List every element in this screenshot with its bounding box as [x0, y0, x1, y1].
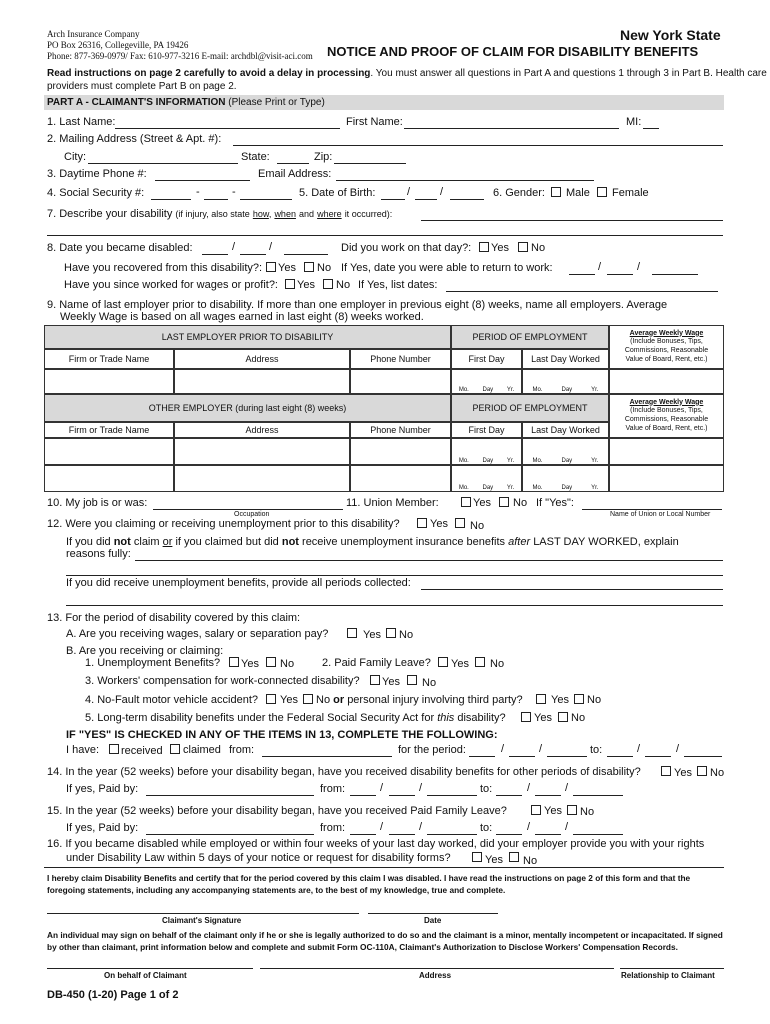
- q2-zip-label: Zip:: [314, 151, 333, 163]
- employer1-last-day-input[interactable]: Mo. Day Yr.: [522, 369, 609, 394]
- return-date-year-field[interactable]: [652, 274, 698, 275]
- q13-slash-3: /: [637, 743, 641, 755]
- q14-label: 14. In the year (52 weeks) before your disability began, have you received disability benefits for other periods of disability?: [47, 766, 641, 778]
- ssn-part3-field[interactable]: [240, 199, 292, 200]
- q13b4-yes-checkbox[interactable]: [266, 694, 276, 704]
- q13b4-no-label: No or personal injury involving third party?: [316, 694, 523, 706]
- q13b3-no-label: No: [422, 677, 437, 689]
- q3-email-label: Email Address:: [258, 168, 332, 180]
- q5-dob-label: 5. Date of Birth:: [299, 187, 376, 199]
- q13b3-label: 3. Workers' compensation for work-connected disability?: [85, 675, 360, 687]
- q13-period-from-month[interactable]: [469, 756, 495, 757]
- received-label: received: [121, 745, 163, 757]
- return-slash-1: /: [598, 261, 602, 273]
- q13-to-label: to:: [590, 744, 603, 756]
- q13b4b-yes-label: Yes: [551, 694, 569, 706]
- q9-line2: Weekly Wage is based on all wages earned in last eight (8) weeks worked.: [60, 311, 424, 323]
- q13-from-label: from:: [229, 744, 255, 756]
- q14-to-label: to:: [480, 783, 493, 795]
- col-phone-2: Phone Number: [350, 422, 451, 438]
- behalf-caption: On behalf of Claimant: [104, 971, 187, 980]
- q15-slash-2: /: [419, 821, 423, 833]
- recovered-yes-checkbox[interactable]: [266, 262, 276, 272]
- q13b4b-yes-checkbox[interactable]: [536, 694, 546, 704]
- return-slash-2: /: [637, 261, 641, 273]
- q13b-label: B. Are you receiving or claiming:: [66, 645, 224, 657]
- employer1-firm-input[interactable]: [44, 369, 174, 394]
- employer2-phone-input[interactable]: [350, 438, 451, 465]
- first-name-field[interactable]: [404, 128, 619, 129]
- q13b4b-no-checkbox[interactable]: [574, 694, 584, 704]
- q16-no-checkbox[interactable]: [509, 852, 519, 862]
- instructions-line1: Read instructions on page 2 carefully to avoid a delay in processing. You must answer all questions in Part A and questions 1 through 3 in Part B. Health care: [47, 68, 767, 79]
- q6-gender-label: 6. Gender:: [493, 187, 545, 199]
- q13b2-label: 2. Paid Family Leave?: [322, 657, 431, 669]
- col-address-2: Address: [174, 422, 350, 438]
- q13-from-field[interactable]: [262, 756, 392, 757]
- employer2-firm-input[interactable]: [44, 438, 174, 465]
- q14-paid-by-label: If yes, Paid by:: [66, 783, 139, 795]
- q8-worked-label: Did you work on that day?:: [341, 242, 472, 254]
- dob-slash-2: /: [440, 186, 444, 198]
- q13b5-no-checkbox[interactable]: [558, 712, 568, 722]
- union-yes-checkbox[interactable]: [461, 497, 471, 507]
- q13-i-have-label: I have:: [66, 744, 100, 756]
- employer1-first-day-input[interactable]: Mo. Day Yr.: [451, 369, 522, 394]
- q13b1-no-label: No: [280, 658, 295, 670]
- certify-line1: I hereby claim Disability Benefits and certify that for the period covered by this claim I was disabled. I have read the instructions on page 2 of this form and that the: [47, 873, 691, 883]
- unemployment-yes-checkbox[interactable]: [417, 518, 427, 528]
- q8-worked-wages-label: Have you since worked for wages or profit?:: [64, 279, 278, 291]
- behalf-note-line1: An individual may sign on behalf of the claimant only if he or she is legally authorized to do so and the claimant is a minor, mentally incompetent or incapacitated. If signed: [47, 930, 723, 940]
- q13b2-no-label: No: [490, 658, 505, 670]
- q13b4-yes-label: Yes: [280, 694, 298, 706]
- employer3-address-input[interactable]: [174, 465, 350, 492]
- q1-first-name-label: First Name:: [346, 116, 403, 128]
- other-employer-header: OTHER EMPLOYER (during last eight (8) weeks): [44, 394, 451, 422]
- unemployment-no-label: No: [470, 520, 485, 532]
- q12-reasons-label: reasons fully:: [66, 548, 131, 560]
- q15-slash-4: /: [565, 821, 569, 833]
- gender-female-label: Female: [612, 187, 649, 199]
- q15-to-day[interactable]: [535, 834, 561, 835]
- received-checkbox[interactable]: [109, 744, 119, 754]
- last-employer-header: LAST EMPLOYER PRIOR TO DISABILITY: [44, 325, 451, 349]
- gender-male-checkbox[interactable]: [551, 187, 561, 197]
- employer2-last-day-input[interactable]: Mo. Day Yr.: [522, 438, 609, 465]
- q13b2-yes-checkbox[interactable]: [438, 657, 448, 667]
- q12-label: 12. Were you claiming or receiving unemployment prior to this disability?: [47, 518, 400, 530]
- q13b5-no-label: No: [571, 712, 586, 724]
- q13-period-from-year[interactable]: [547, 756, 587, 757]
- q15-label: 15. In the year (52 weeks) before your disability began, have you received Paid Family Leave?: [47, 805, 507, 817]
- company-contact: Phone: 877-369-0979/ Fax: 610-977-3216 E-mail: archdbl@visit-aci.com: [47, 51, 313, 61]
- union-name-field[interactable]: [582, 509, 722, 510]
- q13b5-yes-label: Yes: [534, 712, 552, 724]
- form-id-footer: DB-450 (1-20) Page 1 of 2: [47, 989, 179, 1001]
- q16-no-label: No: [523, 855, 538, 867]
- q13b2-no-checkbox[interactable]: [475, 657, 485, 667]
- q11-label: 11. Union Member:: [346, 497, 439, 509]
- q13-if-yes-heading: IF "YES" IS CHECKED IN ANY OF THE ITEMS IN 13, COMPLETE THE FOLLOWING:: [66, 729, 498, 741]
- q14-yes-label: Yes: [674, 767, 692, 779]
- q12-explain-line: If you did not claim or if you claimed but did not receive unemployment insurance benefits after LAST DAY WORKED, explain: [66, 536, 679, 548]
- collected-periods-field-1[interactable]: [421, 589, 723, 590]
- q13b3-yes-checkbox[interactable]: [370, 675, 380, 685]
- signature-date-field[interactable]: [368, 913, 498, 914]
- union-no-label: No: [513, 497, 528, 509]
- recovered-no-label: No: [317, 262, 332, 274]
- certify-line2: foregoing statements, including any accompanying statements are, to the best of my knowledge, true and complete.: [47, 885, 506, 895]
- q2-city-label: City:: [64, 151, 86, 163]
- q14-to-day[interactable]: [535, 795, 561, 796]
- union-yes-label: Yes: [473, 497, 491, 509]
- q13-period-label: for the period:: [398, 744, 466, 756]
- q10-label: 10. My job is or was:: [47, 497, 148, 509]
- list-dates-field[interactable]: [446, 291, 718, 292]
- q8-slash-2: /: [269, 241, 273, 253]
- gender-male-label: Male: [566, 187, 590, 199]
- q15-no-label: No: [580, 806, 595, 818]
- employer2-first-day-input[interactable]: Mo. Day Yr.: [451, 438, 522, 465]
- reasons-field-1[interactable]: [135, 560, 723, 561]
- q13b4-no-checkbox[interactable]: [303, 694, 313, 704]
- return-date-month-field[interactable]: [569, 274, 595, 275]
- behalf-note-line2: by other than claimant, print information below and complete and submit Form OC-110A, Claimant's Authorization to Disclose Workers' Compensation Records.: [47, 942, 678, 952]
- worked-day-no-checkbox[interactable]: [518, 242, 528, 252]
- col-first-day-1: First Day: [451, 349, 522, 369]
- q13a-no-checkbox[interactable]: [386, 628, 396, 638]
- form-title: NOTICE AND PROOF OF CLAIM FOR DISABILITY BENEFITS: [327, 44, 699, 59]
- dob-day-field[interactable]: [415, 199, 437, 200]
- q14-from-day[interactable]: [389, 795, 415, 796]
- employer2-address-input[interactable]: [174, 438, 350, 465]
- col-firm-2: Firm or Trade Name: [44, 422, 174, 438]
- return-date-day-field[interactable]: [607, 274, 633, 275]
- behalf-name-field[interactable]: [47, 968, 253, 969]
- worked-wages-yes-checkbox[interactable]: [285, 279, 295, 289]
- q13b3-no-checkbox[interactable]: [407, 675, 417, 685]
- occupation-caption: Occupation: [234, 511, 270, 518]
- q15-to-month[interactable]: [496, 834, 522, 835]
- recovered-no-checkbox[interactable]: [304, 262, 314, 272]
- claimed-checkbox[interactable]: [170, 744, 180, 754]
- disability-description-field-2[interactable]: [47, 235, 723, 236]
- mi-field[interactable]: [643, 128, 659, 129]
- q14-slash-2: /: [419, 782, 423, 794]
- q13-slash-1: /: [501, 743, 505, 755]
- disabled-date-month-field[interactable]: [202, 254, 228, 255]
- employer3-avg-wage-input[interactable]: [609, 465, 724, 492]
- col-phone-1: Phone Number: [350, 349, 451, 369]
- q13-slash-2: /: [539, 743, 543, 755]
- q15-slash-1: /: [380, 821, 384, 833]
- state-field[interactable]: [277, 163, 309, 164]
- q1-mi-label: MI:: [626, 116, 642, 128]
- col-first-day-2: First Day: [451, 422, 522, 438]
- collected-periods-field-2[interactable]: [66, 605, 723, 606]
- q9-line1: 9. Name of last employer prior to disability. If more than one employer in previous eight (8) weeks, name all employers. Average: [47, 299, 668, 311]
- employer3-phone-input[interactable]: [350, 465, 451, 492]
- gender-female-checkbox[interactable]: [597, 187, 607, 197]
- unemployment-yes-label: Yes: [430, 518, 448, 530]
- certification-divider: [44, 867, 724, 868]
- behalf-address-caption: Address: [419, 971, 452, 980]
- q4-ssn-label: 4. Social Security #:: [47, 187, 145, 199]
- q14-no-checkbox[interactable]: [697, 766, 707, 776]
- behalf-address-field[interactable]: [260, 968, 614, 969]
- q15-paid-by-label: If yes, Paid by:: [66, 822, 139, 834]
- q2-address-label: 2. Mailing Address (Street & Apt. #):: [47, 133, 222, 145]
- q13-slash-4: /: [676, 743, 680, 755]
- col-last-day-1: Last Day Worked: [522, 349, 609, 369]
- q14-paid-by-field[interactable]: [146, 795, 314, 796]
- q14-slash-3: /: [527, 782, 531, 794]
- q8-slash-1: /: [232, 241, 236, 253]
- q13b4-label: 4. No-Fault motor vehicle accident?: [85, 694, 259, 706]
- q16-line1: 16. If you became disabled while employed or within four weeks of your last day worked, did your employer provide you with your rights: [47, 838, 705, 850]
- behalf-relationship-caption: Relationship to Claimant: [621, 971, 715, 980]
- q13b1-no-checkbox[interactable]: [266, 657, 276, 667]
- union-if-yes-label: If "Yes":: [536, 497, 574, 509]
- city-field[interactable]: [88, 163, 238, 164]
- claimed-label: claimed: [183, 744, 221, 756]
- disability-description-field-1[interactable]: [421, 220, 723, 221]
- last-name-field[interactable]: [115, 128, 340, 129]
- avg-wage-header-2: Average Weekly Wage (Include Bonuses, Tips, Commissions, Reasonable Value of Board, Rent, etc.): [609, 394, 724, 438]
- worked-wages-yes-label: Yes: [297, 279, 315, 291]
- zip-field[interactable]: [334, 163, 406, 164]
- avg-wage-header-1: Average Weekly Wage (Include Bonuses, Tips, Commissions, Reasonable Value of Board, Rent, etc.): [609, 325, 724, 369]
- q16-line2: under Disability Law within 5 days of your notice or request for disability forms?: [66, 852, 451, 864]
- ssn-dash-1: -: [196, 186, 200, 198]
- instructions-line2: providers must complete Part B on page 2.: [47, 81, 237, 92]
- worked-wages-no-label: No: [336, 279, 351, 291]
- q13-label: 13. For the period of disability covered by this claim:: [47, 612, 301, 624]
- q8-list-dates-label: If Yes, list dates:: [358, 279, 438, 291]
- q16-yes-checkbox[interactable]: [472, 852, 482, 862]
- claimant-signature-caption: Claimant's Signature: [162, 916, 242, 925]
- q15-no-checkbox[interactable]: [567, 805, 577, 815]
- email-field[interactable]: [336, 180, 594, 181]
- q15-yes-label: Yes: [544, 805, 562, 817]
- employer1-address-input[interactable]: [174, 369, 350, 394]
- disabled-date-year-field[interactable]: [284, 254, 328, 255]
- worked-day-yes-checkbox[interactable]: [479, 242, 489, 252]
- dob-slash-1: /: [407, 186, 411, 198]
- q13a-yes-checkbox[interactable]: [347, 628, 357, 638]
- worked-day-yes-label: Yes: [491, 242, 509, 254]
- reasons-field-2[interactable]: [66, 575, 723, 576]
- signature-date-caption: Date: [424, 916, 442, 925]
- phone-field[interactable]: [155, 180, 250, 181]
- union-name-caption: Name of Union or Local Number: [610, 511, 711, 518]
- q13b5-yes-checkbox[interactable]: [521, 712, 531, 722]
- ssn-dash-2: -: [232, 186, 236, 198]
- q13b2-yes-label: Yes: [451, 658, 469, 670]
- job-field[interactable]: [153, 509, 343, 510]
- part-a-title: PART A - CLAIMANT'S INFORMATION (Please Print or Type): [47, 97, 325, 108]
- period-header-2: PERIOD OF EMPLOYMENT: [451, 394, 609, 422]
- employer1-phone-input[interactable]: [350, 369, 451, 394]
- q13b3-yes-label: Yes: [382, 676, 400, 688]
- worked-day-no-label: No: [531, 242, 546, 254]
- employer3-last-day-input[interactable]: Mo. Day Yr.: [522, 465, 609, 492]
- q16-yes-label: Yes: [485, 854, 503, 866]
- mailing-address-field[interactable]: [233, 145, 723, 146]
- q13b1-yes-label: Yes: [241, 658, 259, 670]
- q8-recovered-label: Have you recovered from this disability?:: [64, 262, 263, 274]
- q14-yes-checkbox[interactable]: [661, 766, 671, 776]
- q14-to-month[interactable]: [496, 795, 522, 796]
- q15-to-year[interactable]: [573, 834, 623, 835]
- q15-slash-3: /: [527, 821, 531, 833]
- q1-last-name-label: 1. Last Name:: [47, 116, 116, 128]
- q13-period-to-month[interactable]: [607, 756, 633, 757]
- disabled-date-day-field[interactable]: [240, 254, 266, 255]
- q15-paid-by-field[interactable]: [146, 834, 314, 835]
- worked-wages-no-checkbox[interactable]: [323, 279, 333, 289]
- employer3-firm-input[interactable]: [44, 465, 174, 492]
- q14-slash-1: /: [380, 782, 384, 794]
- q8-label: 8. Date you became disabled:: [47, 242, 193, 254]
- q13b1-label: 1. Unemployment Benefits?: [85, 657, 221, 669]
- q15-to-label: to:: [480, 822, 493, 834]
- q13b1-yes-checkbox[interactable]: [229, 657, 239, 667]
- col-last-day-2: Last Day Worked: [522, 422, 609, 438]
- q8-return-label: If Yes, date you were able to return to work:: [341, 262, 553, 274]
- q12-collected-label: If you did receive unemployment benefits, provide all periods collected:: [66, 577, 411, 589]
- employer2-avg-wage-input[interactable]: [609, 438, 724, 465]
- q14-from-year[interactable]: [427, 795, 477, 796]
- ssn-part2-field[interactable]: [204, 199, 228, 200]
- q14-no-label: No: [710, 767, 725, 779]
- state-title: New York State: [620, 27, 721, 43]
- q13b5-label: 5. Long-term disability benefits under the Federal Social Security Act for this disability?: [85, 712, 506, 724]
- q13a-no-label: No: [399, 629, 414, 641]
- dob-month-field[interactable]: [381, 199, 405, 200]
- q15-yes-checkbox[interactable]: [531, 805, 541, 815]
- q14-from-label: from:: [320, 783, 346, 795]
- q15-from-year[interactable]: [427, 834, 477, 835]
- company-po-box: PO Box 26316, Collegeville, PA 19426: [47, 40, 189, 50]
- q15-from-label: from:: [320, 822, 346, 834]
- q15-from-day[interactable]: [389, 834, 415, 835]
- q13-period-to-year[interactable]: [684, 756, 722, 757]
- q13b4b-no-label: No: [587, 694, 602, 706]
- q2-state-label: State:: [241, 151, 270, 163]
- claimant-signature-field[interactable]: [47, 913, 359, 914]
- q7-label: 7. Describe your disability (if injury, also state how, when and where it occurred):: [47, 208, 393, 220]
- union-no-checkbox[interactable]: [499, 497, 509, 507]
- q3-phone-label: 3. Daytime Phone #:: [47, 168, 147, 180]
- dob-year-field[interactable]: [450, 199, 484, 200]
- col-address-1: Address: [174, 349, 350, 369]
- q14-slash-4: /: [565, 782, 569, 794]
- period-header-1: PERIOD OF EMPLOYMENT: [451, 325, 609, 349]
- q13a-yes-label: Yes: [363, 629, 381, 641]
- company-name: Arch Insurance Company: [47, 29, 140, 39]
- q13-period-from-day[interactable]: [509, 756, 535, 757]
- q13-period-to-day[interactable]: [645, 756, 671, 757]
- ssn-part1-field[interactable]: [151, 199, 191, 200]
- q14-to-year[interactable]: [573, 795, 623, 796]
- recovered-yes-label: Yes: [278, 262, 296, 274]
- unemployment-no-checkbox[interactable]: [455, 518, 465, 528]
- q15-from-month[interactable]: [350, 834, 376, 835]
- q13a-label: A. Are you receiving wages, salary or separation pay?: [66, 628, 329, 640]
- q14-from-month[interactable]: [350, 795, 376, 796]
- employer3-first-day-input[interactable]: Mo. Day Yr.: [451, 465, 522, 492]
- employer1-avg-wage-input[interactable]: [609, 369, 724, 394]
- behalf-relationship-field[interactable]: [620, 968, 724, 969]
- col-firm-1: Firm or Trade Name: [44, 349, 174, 369]
